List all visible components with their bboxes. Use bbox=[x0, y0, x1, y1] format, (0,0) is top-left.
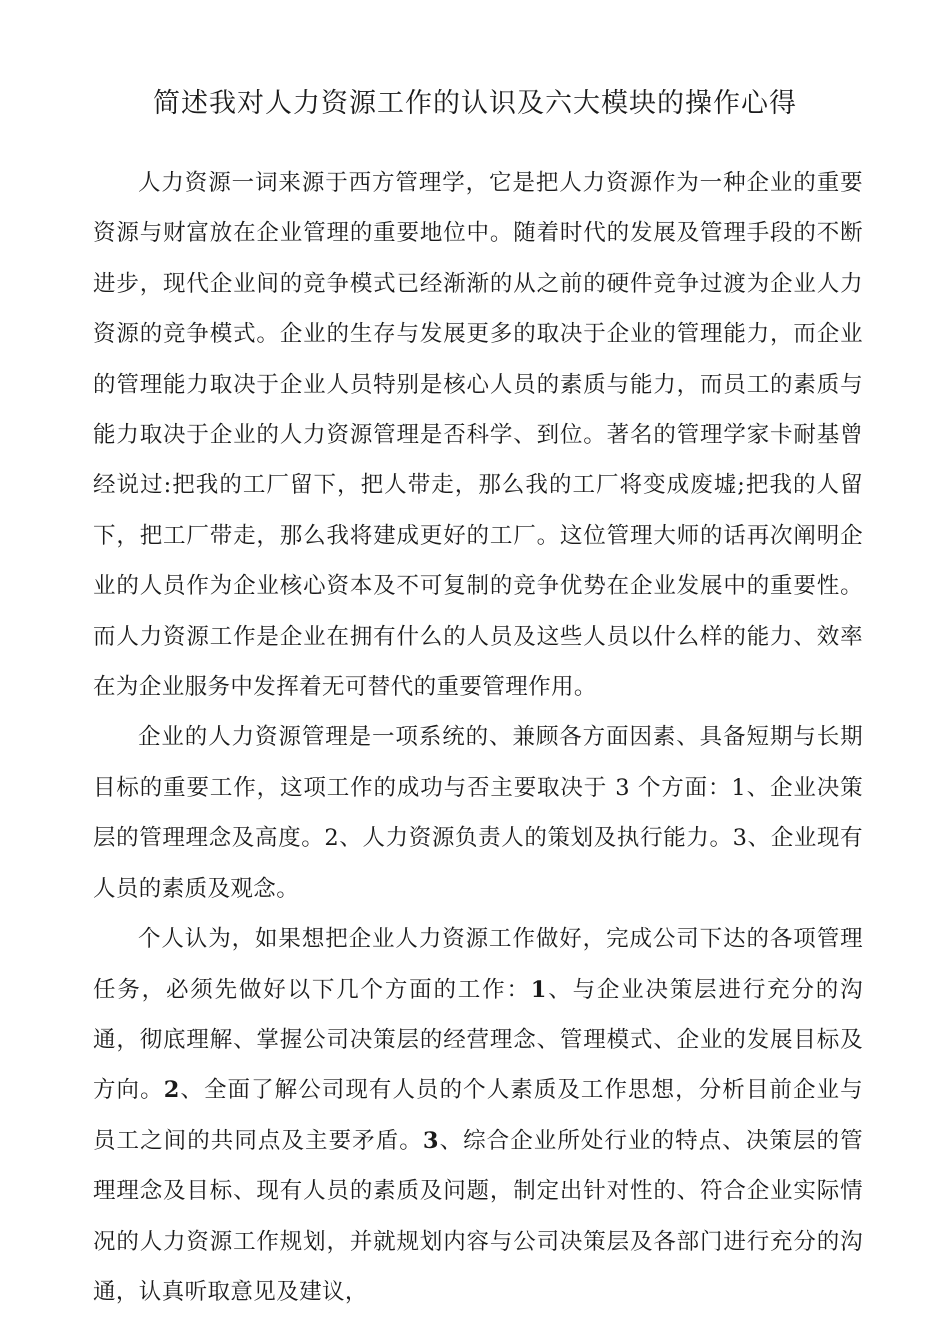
paragraph-text: 、全面了解公司现有人员的个人素质及工作思想，分析目前企业与员工之间的共同点及主要矛盾。 bbox=[93, 1077, 863, 1154]
paragraph-2 bbox=[93, 712, 863, 914]
paragraph-3 bbox=[93, 914, 863, 1317]
paragraph-text: 、综合企业所处行业的特点、决策层的管理理念及目标、现有人员的素质及问题，制定出针对性的、符合企业实际情况的人力资源工作规划，并就规划内容与公司决策层及各部门进行充分的沟通，认真听取意见及建议， bbox=[93, 1127, 863, 1305]
paragraph-text: 、与企业决策层进行充分的沟通，彻底理解、掌握公司决策层的经营理念、管理模式、企业的发展目标及方向。 bbox=[93, 976, 864, 1104]
paragraph-text: 个人认为，如果想把企业人力资源工作做好，完成公司下达的各项管理任务，必须先做好以下几个方面的工作： bbox=[93, 926, 863, 1003]
list-number: 3 bbox=[422, 1127, 439, 1154]
paragraph-text: 企业的人力资源管理是一项系统的、兼顾各方面因素、具备短期与长期目标的重要工作，这项工作的成功与否主要取决于 3 个方面：1、企业决策层的管理理念及高度。2、人力资源负责人的策划及执行能力。3、企业现有人员的素质及观念。 bbox=[93, 724, 863, 902]
paragraph-text: 人力资源一词来源于西方管理学，它是把人力资源作为一种企业的重要资源与财富放在企业管理的重要地位中。随着时代的发展及管理手段的不断进步，现代企业间的竞争模式已经渐渐的从之前的硬件竞争过渡为企业人力资源的竞争模式。企业的生存与发展更多的取决于企业的管理能力，而企业的管理能力取决于企业人员特别是核心人员的素质与能力，而员工的素质与能力取决于企业的人力资源管理是否科学、到位。著名的管理学家卡耐基曾经说过:把我的工厂留下，把人带走，那么我的工厂将变成废墟;把我的人留下，把工厂带走，那么我将建成更好的工厂。这位管理大师的话再次阐明企业的人员作为企业核心资本及不可复制的竞争优势在企业发展中的重要性。而人力资源工作是企业在拥有什么的人员及这些人员以什么样的能力、效率在为企业服务中发挥着无可替代的重要管理作用。 bbox=[93, 170, 863, 701]
document-body bbox=[93, 158, 863, 1317]
document-title: 简述我对人力资源工作的认识及六大模块的操作心得 bbox=[153, 88, 797, 119]
list-number: 2 bbox=[163, 1077, 180, 1104]
list-number: 1 bbox=[530, 976, 547, 1003]
paragraph-1 bbox=[93, 158, 863, 712]
